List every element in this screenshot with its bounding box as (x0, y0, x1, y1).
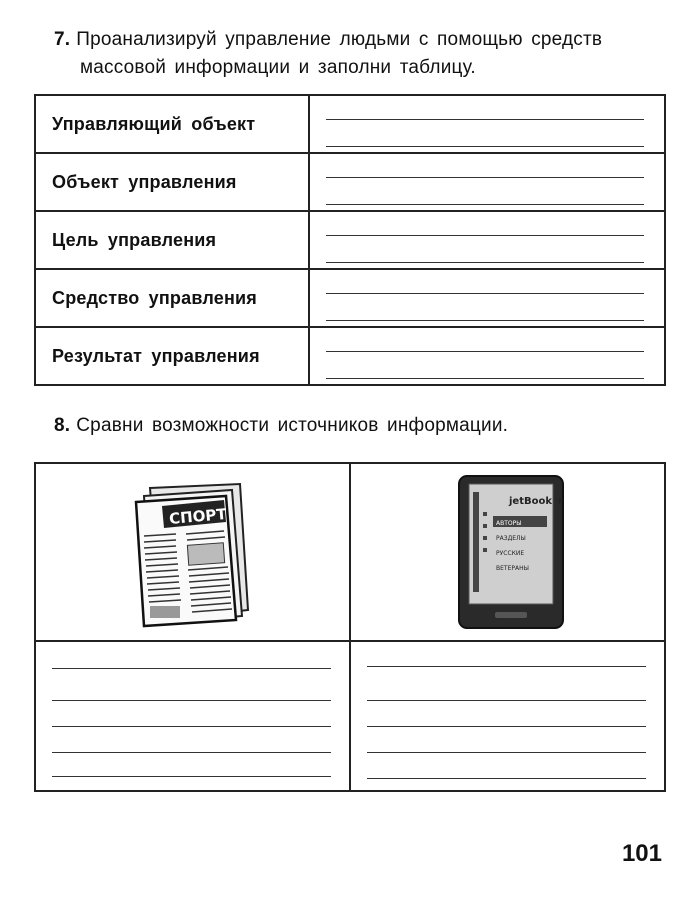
table-row (35, 463, 665, 641)
newspaper-icon (132, 478, 262, 628)
page-number: 101 (621, 840, 662, 867)
newspaper-headline: СПОРТ (168, 505, 228, 528)
write-line (326, 351, 644, 352)
write-line (326, 262, 644, 263)
table-row (35, 153, 665, 211)
ebook-reader-icon (455, 472, 567, 632)
write-line (52, 668, 331, 669)
row-label: Управляющий объект (35, 95, 309, 153)
task-8 (54, 412, 508, 440)
newspaper-answer-cell[interactable] (35, 641, 350, 791)
write-line (326, 293, 644, 294)
write-line (52, 700, 331, 701)
task-7-number: 7. (54, 29, 71, 50)
ebook-answer-cell[interactable] (350, 641, 665, 791)
write-line (52, 752, 331, 753)
answer-cell[interactable] (309, 269, 665, 327)
table-row (35, 95, 665, 153)
row-label: Цель управления (35, 211, 309, 269)
ebook-menu-item: РУССКИЕ (496, 550, 525, 557)
answer-cell[interactable] (309, 95, 665, 153)
write-line (367, 726, 646, 727)
management-table (34, 94, 666, 386)
task-7 (54, 26, 674, 82)
write-line (367, 666, 646, 667)
row-label: Объект управления (35, 153, 309, 211)
write-line (326, 119, 644, 120)
answer-cell[interactable] (309, 211, 665, 269)
table-row (35, 269, 665, 327)
answer-cell[interactable] (309, 153, 665, 211)
write-line (367, 778, 646, 779)
write-line (326, 235, 644, 236)
answer-cell[interactable] (309, 327, 665, 385)
row-label: Результат управления (35, 327, 309, 385)
write-line (52, 726, 331, 727)
ebook-brand: jetBook + (509, 496, 564, 507)
row-label: Средство управления (35, 269, 309, 327)
task-7-text-line2: массовой информации и заполни таблицу. (80, 57, 476, 78)
write-line (326, 177, 644, 178)
table-row (35, 327, 665, 385)
write-line (367, 700, 646, 701)
task-7-text-line1: Проанализируй управление людьми с помощью средств (76, 29, 603, 50)
write-line (367, 752, 646, 753)
write-line (326, 204, 644, 205)
write-line (52, 776, 331, 777)
table-row (35, 211, 665, 269)
write-line (326, 146, 644, 147)
table-row (35, 641, 665, 791)
ebook-menu-item: ВЕТЕРАНЫ (496, 565, 529, 572)
task-8-text: Сравни возможности источников информации. (76, 415, 509, 436)
ebook-menu-item: АВТОРЫ (496, 520, 522, 527)
ebook-menu-item: РАЗДЕЛЫ (496, 535, 526, 542)
write-line (326, 378, 644, 379)
task-8-number: 8. (54, 415, 71, 436)
write-line (326, 320, 644, 321)
comparison-table (34, 462, 666, 792)
newspaper-cell (35, 463, 350, 641)
ebook-cell (350, 463, 665, 641)
